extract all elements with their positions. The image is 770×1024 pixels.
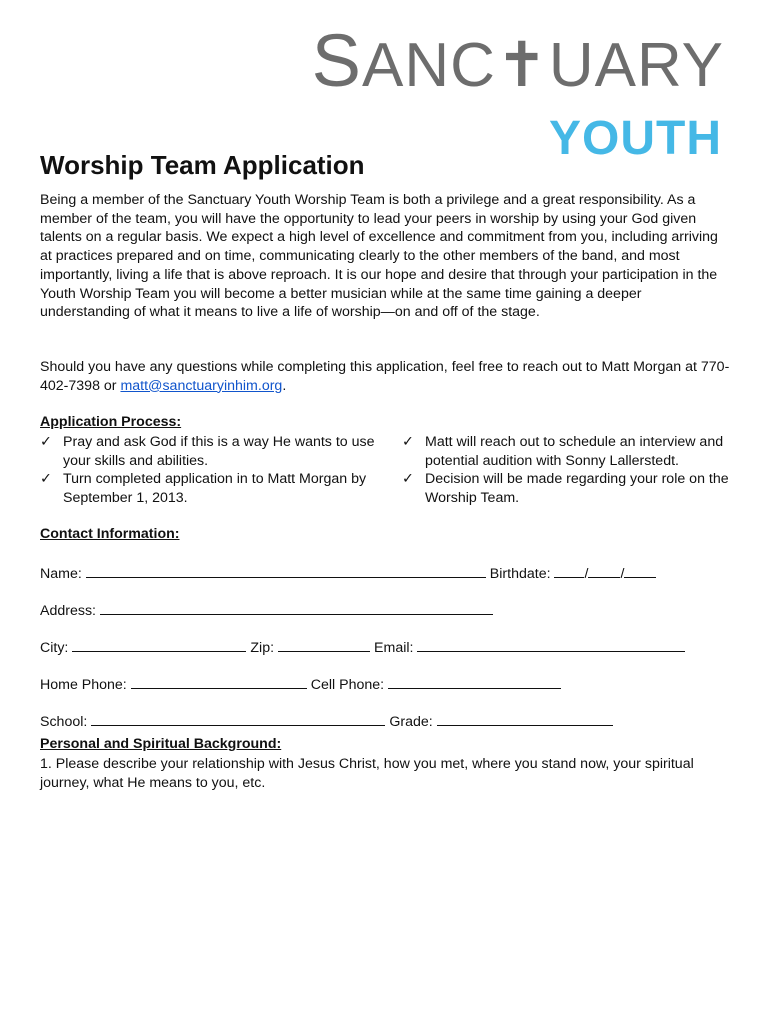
questions-end: . [282,377,287,394]
address-field[interactable] [100,600,493,615]
questions-paragraph [40,358,730,395]
name-row [40,563,656,582]
email-label: Email: [374,640,414,656]
process-step-text: Matt will reach out to schedule an interview and potential audition with Sonny Lallerstedt. [425,434,724,469]
logo-sanctuary-text: SANC✝UARY [311,19,724,102]
date-slash: / [620,566,625,582]
city-label: City: [40,640,69,656]
email-field[interactable] [417,637,685,652]
grade-label: Grade: [389,714,433,730]
zip-label: Zip: [250,640,275,656]
city-field[interactable] [72,637,246,652]
school-label: School: [40,714,88,730]
cell-phone-label: Cell Phone: [310,677,385,693]
name-label: Name: [40,566,82,582]
process-step-text: Pray and ask God if this is a way He wants to use your skills and abilities. [63,434,375,469]
birthdate-day-field[interactable] [588,563,620,578]
checkmark-icon: ✓ [40,434,52,450]
name-field[interactable] [86,563,486,578]
question-1: 1. Please describe your relationship with Jesus Christ, how you met, where you stand now, your spiritual journey, what He means to you, etc. [40,756,694,791]
list-item [40,433,380,470]
process-list-left [40,433,380,508]
list-item [402,470,732,507]
address-row [40,600,497,619]
school-field[interactable] [91,711,385,726]
address-label: Address: [40,603,96,619]
page-title: Worship Team Application [40,150,365,180]
checkmark-icon: ✓ [40,471,52,488]
process-list-right [402,433,732,508]
birthdate-month-field[interactable] [554,563,584,578]
city-row [40,637,689,656]
intro-paragraph: Being a member of the Sanctuary Youth Worship Team is both a privilege and a great responsibility. As a member of the team, you will have the opportunity to lead your peers in worship by using your God given talents on a regular basis. We expect a high level of excellence and commitment from you, including arriving at practices prepared and on time, communicating clearly to the other members of the band, and most importantly, living a life that is above reproach. It is our hope and desire that through your participation in the Youth Worship Team you will become a better musician while at the same time gaining a deeper understanding of what it means to live a life of worship—on and off of the stage. [40,192,718,321]
cell-phone-field[interactable] [388,674,561,689]
sanctuary-youth-logo [311,19,724,165]
list-item [402,433,732,470]
home-phone-field[interactable] [131,674,307,689]
school-row [40,711,617,730]
checkmark-icon: ✓ [402,471,414,488]
questions-text: Should you have any questions while completing this application, feel free to reach out to Matt Morgan at 770-402-7398 or [40,359,730,394]
phone-row [40,674,565,693]
home-phone-label: Home Phone: [40,677,127,693]
background-heading: Personal and Spiritual Background: [40,736,282,752]
birthdate-year-field[interactable] [624,563,656,578]
zip-field[interactable] [278,637,370,652]
date-slash: / [584,566,589,582]
logo-youth-text: YOUTH [549,112,722,165]
application-process-heading: Application Process: [40,414,182,430]
grade-field[interactable] [437,711,613,726]
contact-information-heading: Contact Information: [40,526,180,542]
email-link[interactable]: matt@sanctuaryinhim.org [120,377,283,394]
checkmark-icon: ✓ [402,434,414,450]
birthdate-label: Birthdate: [489,566,551,582]
process-step-text: Turn completed application in to Matt Morgan by September 1, 2013. [63,471,367,507]
list-item [40,470,380,507]
process-step-text: Decision will be made regarding your role on the Worship Team. [425,471,729,507]
